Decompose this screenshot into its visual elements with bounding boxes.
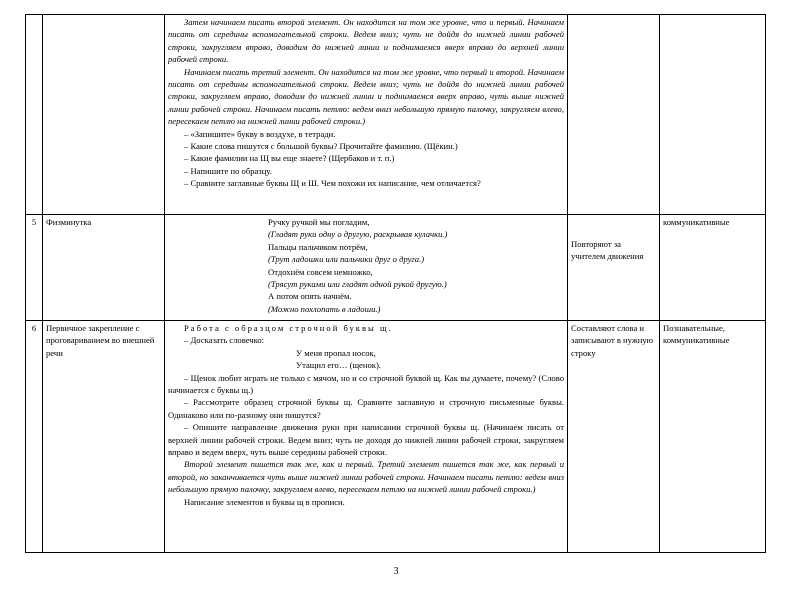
row-number-cell: 6 xyxy=(26,321,43,553)
teacher-activity-cell xyxy=(568,15,660,215)
uud-cell: коммуникативные xyxy=(660,215,766,321)
paragraph: Начинаем писать третий элемент. Он находится на том же уровне, что первый и второй. Начинаем писать от середины вспомогательной строки. Ведем вниз; чуть не дойдя до нижней линии рабочей строки, закругляем вправо, доводим до нижней линии и поднимаемся вверх вправо, чуть выше нижней линии рабочей строки. Начинаем писать петлю: ведем вниз небольшую прямую палочку, закругляем влево, пересекаем петлю на нижней линии рабочей строки.) xyxy=(168,66,564,127)
page-number: 3 xyxy=(393,566,399,577)
riddle-intro: – Досказать словечко: xyxy=(184,335,265,346)
question: – Опишите направление движения руки при написании строчной буквы щ. (Начинаем писать от верхней линии рабочей строки. Ведем вниз; чуть не доходя до нижней линии рабочей строки, закругляем вправо и ведем вверх, чуть выше середины рабочей строки. xyxy=(168,422,564,458)
teacher-activity-text: Повторяют за учителем движения xyxy=(571,239,644,262)
poem-line: (Трясут руками или гладят одной рукой другую.) xyxy=(268,279,447,290)
paragraph: Затем начинаем писать второй элемент. Он находится на том же уровне, что и первый. Начинаем писать от середины вспомогательной строки. Ведем вниз; чуть не дойдя до нижней линии рабочей строки, закругляем вправо, доводим до нижней линии и поднимаемся вверх вправо до верхней линии рабочей строки. xyxy=(168,17,564,65)
poem-line: А потом опять начнём. xyxy=(268,291,352,302)
writing-task: Написание элементов и буквы щ в прописи. xyxy=(184,496,345,507)
question: – Напишите по образцу. xyxy=(184,165,272,176)
stage-cell: Первичное закрепление с проговариванием во внешней речи xyxy=(43,321,165,553)
teacher-activity-cell xyxy=(568,215,660,321)
riddle-line: У меня пропал носок, xyxy=(296,347,376,358)
question: – Рассмотрите образец строчной буквы щ. Сравните заглавную и строчную письменные буквы. Одинаково или по-разному они пишутся? xyxy=(168,397,564,420)
content-cell xyxy=(165,215,568,321)
poem-line: (Гладят руки одну о другую, раскрывая кулачки.) xyxy=(268,229,448,240)
row-number-cell xyxy=(26,15,43,215)
uud-cell: Познавательные, коммуникативные xyxy=(660,321,766,553)
poem-line: (Трут ладошки или пальчики друг о друга.) xyxy=(268,254,425,265)
riddle-line: Утащил его… (щенок). xyxy=(296,360,381,371)
question: – Какие слова пишутся с большой буквы? Прочитайте фамилию. (Щёкин.) xyxy=(184,141,458,152)
paragraph: Второй элемент пишется так же, как и первый. Третий элемент пишется так же, как первый и второй, но заканчивается чуть выше нижней линии рабочей строки. Начинаем писать петлю: ведем вниз небольшую прямую палочку, закругляем влево, пересекаем петлю на нижней линии рабочей строки.) xyxy=(168,459,564,495)
table-row xyxy=(26,321,766,553)
content-cell xyxy=(165,321,568,553)
section-heading: Работа с образцом строчной буквы щ. xyxy=(184,323,393,333)
poem-line: (Можно похлопать в ладоши.) xyxy=(268,303,381,314)
lesson-plan-table xyxy=(25,14,766,553)
question: – Сравните заглавные буквы Щ и Ш. Чем похожи их написание, чем отличается? xyxy=(184,178,481,189)
poem-line: Отдохнём совсем немножко, xyxy=(268,266,373,277)
teacher-activity-cell: Составляют слова и записывают в нужную строку xyxy=(568,321,660,553)
stage-cell: Физминутка xyxy=(43,215,165,321)
poem-line: Пальцы пальчиком потрём, xyxy=(268,241,368,252)
question: – Щенок любит играть не только с мячом, но и со строчной буквой щ. Как вы думаете, почему? (Слово начинается с буквы щ.) xyxy=(168,372,564,396)
poem-line: Ручку ручкой мы погладим, xyxy=(268,217,370,227)
content-cell xyxy=(165,15,568,215)
table-row xyxy=(26,215,766,321)
row-number-cell: 5 xyxy=(26,215,43,321)
question: – «Запишите» букву в воздухе, в тетради. xyxy=(184,128,336,139)
question: – Какие фамилии на Щ вы еще знаете? (Щербаков и т. п.) xyxy=(184,153,395,164)
table-row xyxy=(26,15,766,215)
stage-cell xyxy=(43,15,165,215)
uud-cell xyxy=(660,15,766,215)
